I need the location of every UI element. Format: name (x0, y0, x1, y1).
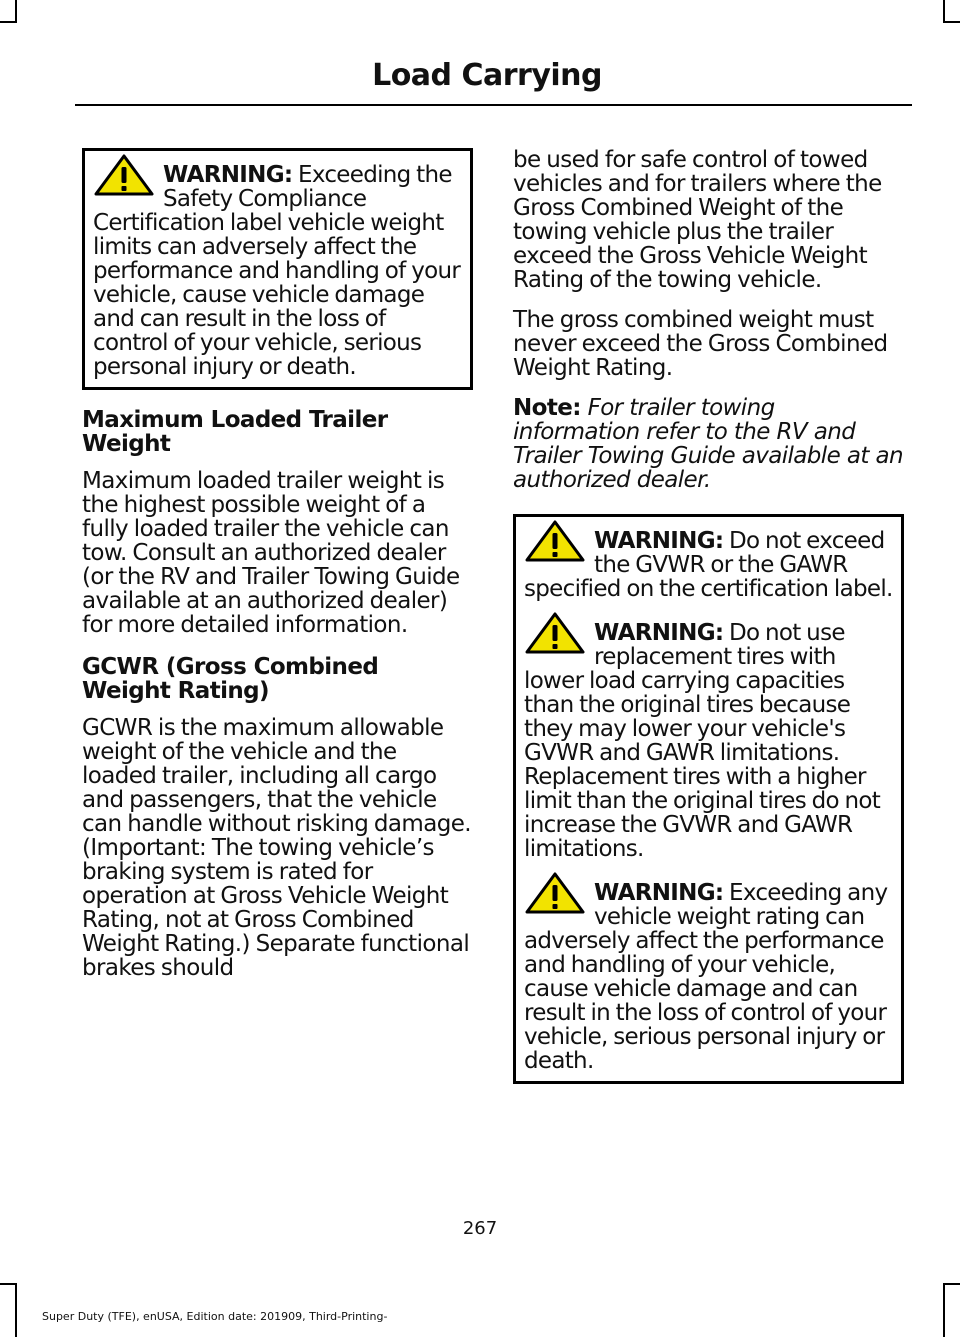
crop-mark (943, 0, 945, 22)
page-number: 267 (462, 1218, 498, 1239)
warning-item (93, 163, 463, 379)
section-heading: GCWR (Gross Combined Weight Rating) (82, 654, 379, 704)
section-heading: Maximum Loaded Trailer Weight (82, 407, 388, 457)
warning-triangle-icon (524, 611, 586, 655)
crop-mark (15, 1283, 17, 1337)
body-paragraph: GCWR is the maximum allowable weight of the vehicle and the loaded trailer, including all cargo and passengers, that the vehicle can handle without risking damage. (Important: The towing vehicle’s braking system is rated for operation at Gross Vehicle Weight Rating, not at Gross Combined Weight Rating.) Separate functional brakes should (82, 715, 471, 981)
body-paragraph: Maximum loaded trailer weight is the highest possible weight of a fully loaded trailer the vehicle can tow. Consult an authorized dealer (or the RV and Trailer Towing Guide available at an authorized dealer) for more detailed information. (82, 468, 460, 638)
warning-box (513, 514, 904, 1084)
warning-item (524, 529, 894, 601)
left-column (82, 148, 473, 996)
warning-triangle-icon (93, 153, 155, 197)
warning-label: WARNING: (594, 620, 724, 646)
warning-text: Exceeding any vehicle weight rating can adversely affect the performance and handling of your vehicle, cause vehicle damage and can result in the loss of control of your vehicle, serious personal injury or death. (524, 880, 888, 1074)
warning-item (524, 621, 894, 861)
warning-label: WARNING: (163, 162, 293, 188)
warning-text: Do not exceed the GVWR or the GAWR specified on the certification label. (524, 528, 893, 602)
edition-footer: Super Duty (TFE), enUSA, Edition date: 201909, Third-Printing- (42, 1310, 388, 1323)
warning-text: Exceeding the Safety Compliance Certification label vehicle weight limits can adversely affect the performance and handling of your vehicle, cause vehicle damage and can result in the loss of control of your vehicle, serious personal injury or death. (93, 162, 461, 380)
crop-mark (943, 1283, 945, 1337)
warning-text: Do not use replacement tires with lower load carrying capacities than the original tires because they may lower your vehicle's GVWR and GAWR limitations. Replacement tires with a higher limit than the original tires do not increase the GVWR and GAWR limitations. (524, 620, 881, 862)
note (513, 396, 904, 492)
crop-mark (943, 21, 960, 23)
crop-mark (0, 21, 17, 23)
body-paragraph: The gross combined weight must never exceed the Gross Combined Weight Rating. (513, 307, 888, 381)
warning-label: WARNING: (594, 880, 724, 906)
note-text: For trailer towing information refer to the RV and Trailer Towing Guide available at an authorized dealer. (513, 395, 903, 493)
warning-triangle-icon (524, 519, 586, 563)
warning-label: WARNING: (594, 528, 724, 554)
body-paragraph: be used for safe control of towed vehicles and for trailers where the Gross Combined Weight of the towing vehicle plus the trailer exceed the Gross Vehicle Weight Rating of the towing vehicle. (513, 147, 882, 293)
page-title: Load Carrying (372, 58, 602, 93)
warning-item (524, 881, 894, 1073)
crop-mark (943, 1283, 960, 1285)
right-column (513, 148, 904, 1084)
crop-mark (15, 0, 17, 22)
note-label: Note: (513, 395, 581, 421)
crop-mark (0, 1283, 17, 1285)
warning-triangle-icon (524, 871, 586, 915)
header-divider (75, 104, 912, 106)
warning-box (82, 148, 473, 390)
